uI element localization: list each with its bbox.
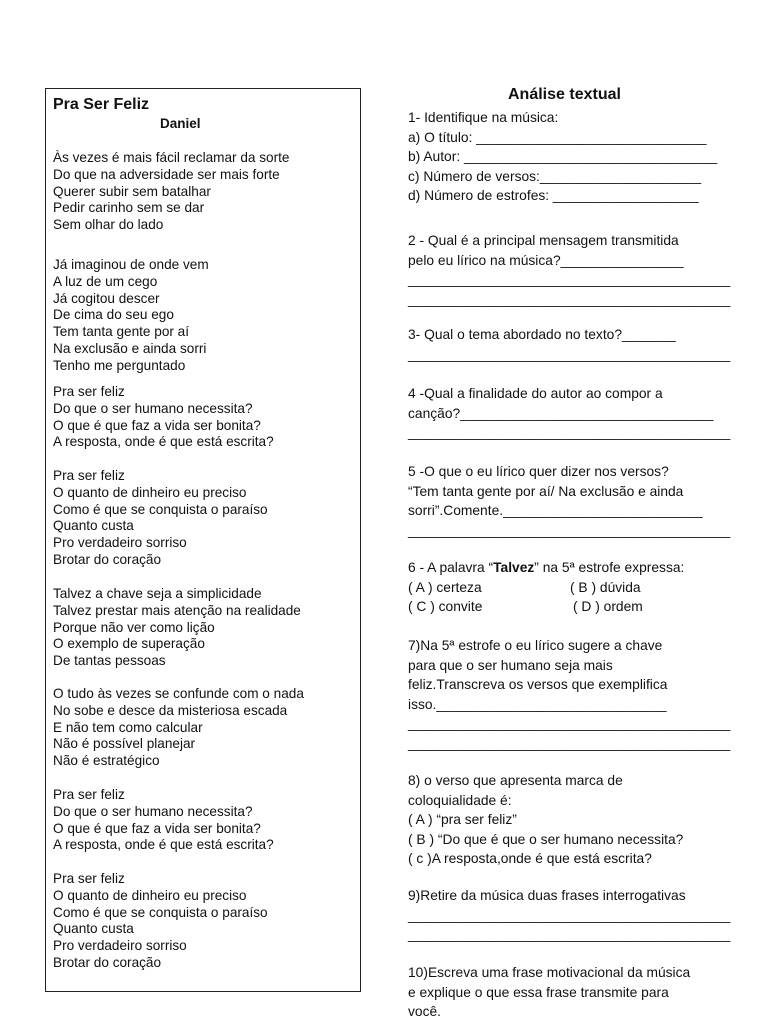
question-line: d) Número de estrofes: ___________________ (408, 188, 699, 203)
lyric-line: Como é que se conquista o paraíso (53, 904, 268, 920)
question-line: __________________________________________ (408, 346, 731, 362)
q6-highlight-word: Talvez (493, 560, 535, 575)
question-line: “Tem tanta gente por aí/ Na exclusão e ainda (408, 483, 684, 499)
question-5 (408, 462, 748, 540)
question-4 (408, 384, 748, 443)
lyric-line: O exemplo de superação (53, 636, 205, 652)
stanza (53, 150, 289, 234)
lyric-line: Tenho me perguntado (53, 357, 186, 373)
lyric-line: Querer subir sem batalhar (53, 183, 211, 199)
lyric-line: A resposta, onde é que está escrita? (53, 434, 274, 450)
stanza (53, 257, 209, 375)
lyric-line: Já cogitou descer (53, 290, 160, 306)
lyric-line: Pra ser feliz (53, 787, 125, 802)
stanza (53, 384, 274, 451)
song-author: Daniel (160, 116, 201, 131)
lyric-line: Pro verdadeiro sorriso (53, 938, 187, 954)
question-line: __________________________________________ (408, 272, 731, 287)
lyric-line: Talvez prestar mais atenção na realidade (53, 602, 301, 618)
lyric-line: Brotar do coração (53, 954, 162, 970)
question-line: pelo eu lírico na música?________________ (408, 252, 684, 268)
question-line: coloquialidade é: (408, 792, 512, 808)
lyric-line: Quanto custa (53, 518, 134, 534)
question-line: 10)Escreva uma frase motivacional da música (408, 965, 691, 980)
lyric-line: Pedir carinho sem se dar (53, 200, 205, 216)
question-1 (408, 108, 748, 206)
question-line: __________________________________________ (408, 907, 731, 923)
lyric-line: Do que na adversidade ser mais forte (53, 166, 280, 182)
lyric-line: Pra ser feliz (53, 468, 125, 483)
lyric-line: Quanto custa (53, 921, 134, 937)
lyric-line: Já imaginou de onde vem (53, 257, 209, 272)
lyric-line: E não tem como calcular (53, 719, 203, 735)
stanza (53, 787, 274, 854)
question-line: 4 -Qual a finalidade do autor ao compor a (408, 386, 663, 401)
question-line: e explique o que essa frase transmite para (408, 984, 669, 1000)
question-line: isso.______________________________ (408, 696, 667, 712)
q6-option-c[interactable]: ( C ) convite (408, 599, 483, 614)
question-8 (408, 771, 748, 869)
lyric-line: Na exclusão e ainda sorri (53, 340, 207, 356)
stanza (53, 871, 268, 972)
lyric-line: O tudo às vezes se confunde com o nada (53, 686, 304, 701)
question-line: 7)Na 5ª estrofe o eu lírico sugere a chave (408, 638, 663, 653)
lyric-line: O quanto de dinheiro eu preciso (53, 887, 247, 903)
q6-option-b[interactable]: ( B ) dúvida (570, 579, 641, 595)
q6-options-row-2 (408, 597, 748, 617)
question-line: 9)Retire da música duas frases interrogativas (408, 888, 686, 903)
q6-option-d[interactable]: ( D ) ordem (573, 599, 643, 614)
q6-option-a[interactable]: ( A ) certeza (408, 579, 482, 595)
question-6-prompt (408, 558, 748, 578)
lyric-line: Não é possível planejar (53, 736, 196, 752)
question-line: 8) o verso que apresenta marca de (408, 773, 623, 788)
stanza (53, 468, 268, 569)
question-line: canção?_________________________________ (408, 405, 714, 421)
question-3 (408, 325, 748, 364)
question-line: __________________________________________ (408, 425, 731, 440)
lyric-line: Porque não ver como lição (53, 619, 215, 635)
lyric-line: Do que o ser humano necessita? (53, 400, 253, 416)
q6-suffix: ” na 5ª estrofe expressa: (534, 560, 685, 575)
question-line: 3- Qual o tema abordado no texto?_______ (408, 327, 676, 342)
lyric-line: A luz de um cego (53, 273, 158, 289)
question-7 (408, 636, 748, 753)
lyric-line: No sobe e desce da misteriosa escada (53, 702, 288, 718)
lyric-line: Pra ser feliz (53, 384, 125, 399)
lyric-line: Brotar do coração (53, 551, 162, 567)
q6-prefix: 6 - A palavra “ (408, 560, 494, 575)
question-line: __________________________________________ (408, 716, 731, 731)
question-line: sorri”.Comente.__________________________ (408, 503, 703, 518)
lyric-line: Às vezes é mais fácil reclamar da sorte (53, 150, 290, 165)
quiz-title: Análise textual (508, 86, 621, 103)
lyrics-box (45, 88, 361, 992)
question-9 (408, 886, 748, 945)
question-line: ( c )A resposta,onde é que está escrita? (408, 851, 652, 866)
question-line: __________________________________________ (408, 735, 731, 751)
question-line: c) Número de versos:_____________________ (408, 168, 702, 184)
question-line: __________________________________________ (408, 291, 731, 307)
question-line: __________________________________________ (408, 927, 731, 942)
song-title: Pra Ser Feliz (53, 96, 150, 113)
question-line: __________________________________________ (408, 522, 731, 538)
lyric-line: Pra ser feliz (53, 871, 125, 886)
question-line: 5 -O que o eu lírico quer dizer nos versos? (408, 464, 669, 479)
q6-options-row-1 (408, 578, 748, 598)
stanza (53, 686, 304, 770)
question-line: para que o ser humano seja mais (408, 657, 613, 673)
question-line: a) O título: ______________________________ (408, 129, 707, 145)
question-line: feliz.Transcreva os versos que exemplifica (408, 677, 668, 692)
lyric-line: De tantas pessoas (53, 653, 166, 669)
question-line: 1- Identifique na música: (408, 110, 559, 125)
lyric-line: Do que o ser humano necessita? (53, 803, 253, 819)
lyric-line: Como é que se conquista o paraíso (53, 501, 268, 517)
lyric-line: De cima do seu ego (53, 307, 174, 323)
question-10 (408, 963, 748, 1022)
lyric-line: O que é que faz a vida ser bonita? (53, 820, 261, 836)
question-line: ( B ) “Do que é que o ser humano necessita? (408, 831, 684, 847)
question-line: ( A ) “pra ser feliz” (408, 812, 517, 827)
question-line: b) Autor: _________________________________ (408, 149, 718, 164)
lyric-line: Pro verdadeiro sorriso (53, 535, 187, 551)
lyric-line: O que é que faz a vida ser bonita? (53, 417, 261, 433)
lyric-line: Tem tanta gente por aí (53, 324, 190, 340)
lyric-line: Não é estratégico (53, 753, 160, 769)
lyric-line: Sem olhar do lado (53, 217, 164, 233)
question-6 (408, 558, 748, 617)
lyric-line: Talvez a chave seja a simplicidade (53, 586, 262, 601)
stanza (53, 586, 301, 670)
question-2 (408, 231, 748, 309)
lyric-line: O quanto de dinheiro eu preciso (53, 484, 247, 500)
question-line: você. (408, 1004, 441, 1019)
lyric-line: A resposta, onde é que está escrita? (53, 837, 274, 853)
question-line: 2 - Qual é a principal mensagem transmitida (408, 233, 679, 248)
